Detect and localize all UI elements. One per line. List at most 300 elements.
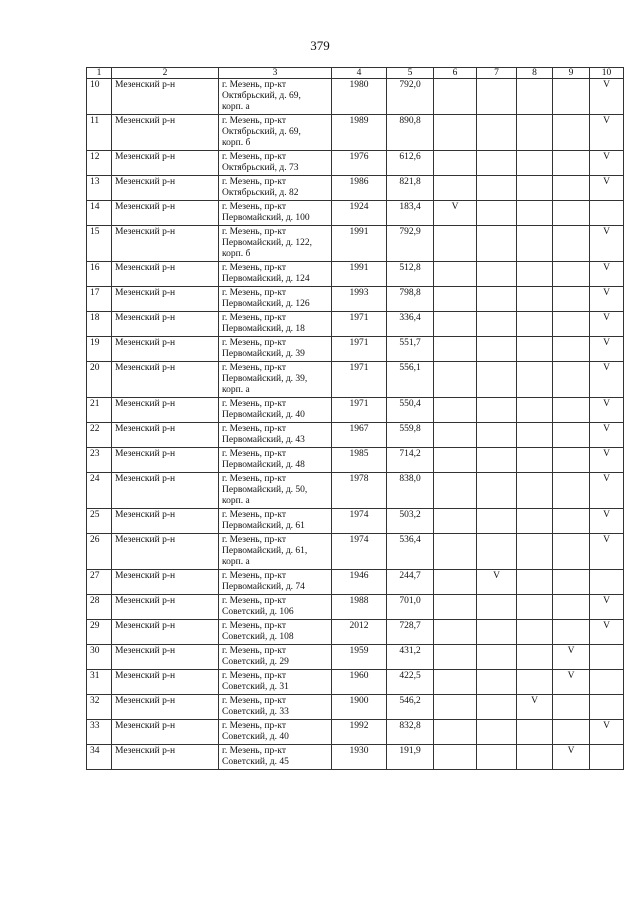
address-line: Советский, д. 29 <box>222 657 289 667</box>
column-8-cell <box>517 115 553 151</box>
column-9-cell <box>553 312 590 337</box>
column-7-cell <box>477 176 517 201</box>
address-line: г. Мезень, пр-кт <box>222 363 287 373</box>
address-line: г. Мезень, пр-кт <box>222 152 287 162</box>
area-cell: 556,1 <box>387 362 434 398</box>
column-8-cell <box>517 670 553 695</box>
district-cell: Мезенский р-н <box>112 337 219 362</box>
column-6-cell <box>434 423 477 448</box>
column-8-cell <box>517 398 553 423</box>
area-cell: 183,4 <box>387 201 434 226</box>
row-number-cell: 18 <box>87 312 112 337</box>
row-number-cell: 12 <box>87 151 112 176</box>
row-number-cell: 24 <box>87 473 112 509</box>
district-cell: Мезенский р-н <box>112 398 219 423</box>
address-line: г. Мезень, пр-кт <box>222 263 287 273</box>
table-row <box>87 695 624 720</box>
column-7-cell <box>477 398 517 423</box>
district-cell: Мезенский р-н <box>112 695 219 720</box>
year-cell: 1960 <box>332 670 387 695</box>
column-10-cell: V <box>590 620 624 645</box>
column-7-cell <box>477 670 517 695</box>
address-cell <box>219 151 332 176</box>
address-line: Советский, д. 108 <box>222 632 294 642</box>
column-header: 9 <box>553 68 590 79</box>
table-row <box>87 534 624 570</box>
address-cell <box>219 570 332 595</box>
address-line: Советский, д. 45 <box>222 757 289 767</box>
address-line: Октябрьский, д. 69, <box>222 127 301 137</box>
address-cell <box>219 509 332 534</box>
year-cell: 1988 <box>332 595 387 620</box>
column-9-cell <box>553 720 590 745</box>
column-6-cell <box>434 670 477 695</box>
column-7-cell <box>477 473 517 509</box>
year-cell: 1946 <box>332 570 387 595</box>
column-header: 1 <box>87 68 112 79</box>
area-cell: 792,0 <box>387 79 434 115</box>
column-8-cell <box>517 79 553 115</box>
district-cell: Мезенский р-н <box>112 312 219 337</box>
row-number-cell: 15 <box>87 226 112 262</box>
row-number-cell: 11 <box>87 115 112 151</box>
address-cell <box>219 645 332 670</box>
column-6-cell <box>434 645 477 670</box>
district-cell: Мезенский р-н <box>112 448 219 473</box>
address-line: Первомайский, д. 48 <box>222 460 305 470</box>
address-line: Первомайский, д. 100 <box>222 213 310 223</box>
district-cell: Мезенский р-н <box>112 509 219 534</box>
address-line: корп. а <box>222 102 250 112</box>
column-6-cell <box>434 448 477 473</box>
column-10-cell: V <box>590 720 624 745</box>
address-cell <box>219 337 332 362</box>
row-number-cell: 13 <box>87 176 112 201</box>
column-9-cell <box>553 226 590 262</box>
column-10-cell <box>590 570 624 595</box>
year-cell: 2012 <box>332 620 387 645</box>
table-row <box>87 620 624 645</box>
district-cell: Мезенский р-н <box>112 226 219 262</box>
address-line: корп. а <box>222 496 250 506</box>
address-line: Первомайский, д. 39, <box>222 374 308 384</box>
table-row <box>87 595 624 620</box>
column-10-cell: V <box>590 176 624 201</box>
column-9-cell <box>553 151 590 176</box>
year-cell: 1971 <box>332 362 387 398</box>
address-cell <box>219 312 332 337</box>
column-8-cell <box>517 312 553 337</box>
address-line: Первомайский, д. 74 <box>222 582 305 592</box>
address-line: г. Мезень, пр-кт <box>222 621 287 631</box>
address-line: г. Мезень, пр-кт <box>222 510 287 520</box>
table-row <box>87 362 624 398</box>
area-cell: 431,2 <box>387 645 434 670</box>
column-6-cell <box>434 620 477 645</box>
address-line: Октябрьский, д. 73 <box>222 163 299 173</box>
row-number-cell: 17 <box>87 287 112 312</box>
column-10-cell: V <box>590 287 624 312</box>
year-cell: 1967 <box>332 423 387 448</box>
address-line: г. Мезень, пр-кт <box>222 399 287 409</box>
column-10-cell <box>590 695 624 720</box>
table-row <box>87 570 624 595</box>
address-cell <box>219 534 332 570</box>
area-cell: 536,4 <box>387 534 434 570</box>
column-8-cell <box>517 570 553 595</box>
address-cell <box>219 287 332 312</box>
address-cell <box>219 620 332 645</box>
column-8-cell <box>517 201 553 226</box>
column-10-cell: V <box>590 398 624 423</box>
column-header: 6 <box>434 68 477 79</box>
row-number-cell: 20 <box>87 362 112 398</box>
column-6-cell: V <box>434 201 477 226</box>
address-cell <box>219 595 332 620</box>
row-number-cell: 21 <box>87 398 112 423</box>
column-9-cell: V <box>553 670 590 695</box>
table-row <box>87 262 624 287</box>
column-7-cell <box>477 337 517 362</box>
column-10-cell: V <box>590 473 624 509</box>
address-line: Первомайский, д. 122, <box>222 238 313 248</box>
column-6-cell <box>434 226 477 262</box>
column-6-cell <box>434 312 477 337</box>
area-cell: 512,8 <box>387 262 434 287</box>
district-cell: Мезенский р-н <box>112 745 219 770</box>
district-cell: Мезенский р-н <box>112 534 219 570</box>
address-line: г. Мезень, пр-кт <box>222 596 287 606</box>
column-7-cell <box>477 534 517 570</box>
address-line: г. Мезень, пр-кт <box>222 474 287 484</box>
column-10-cell: V <box>590 337 624 362</box>
column-9-cell <box>553 115 590 151</box>
column-9-cell <box>553 595 590 620</box>
area-cell: 503,2 <box>387 509 434 534</box>
year-cell: 1991 <box>332 226 387 262</box>
column-6-cell <box>434 176 477 201</box>
housing-registry-table <box>86 67 624 770</box>
address-cell <box>219 423 332 448</box>
row-number-cell: 34 <box>87 745 112 770</box>
address-cell <box>219 398 332 423</box>
table-row <box>87 745 624 770</box>
address-line: Первомайский, д. 40 <box>222 410 305 420</box>
column-header: 10 <box>590 68 624 79</box>
column-7-cell <box>477 79 517 115</box>
column-9-cell: V <box>553 645 590 670</box>
year-cell: 1991 <box>332 262 387 287</box>
area-cell: 551,7 <box>387 337 434 362</box>
column-9-cell <box>553 398 590 423</box>
column-8-cell <box>517 423 553 448</box>
column-8-cell <box>517 473 553 509</box>
row-number-cell: 25 <box>87 509 112 534</box>
column-9-cell <box>553 423 590 448</box>
year-cell: 1992 <box>332 720 387 745</box>
column-6-cell <box>434 398 477 423</box>
address-line: корп. а <box>222 385 250 395</box>
address-line: г. Мезень, пр-кт <box>222 671 287 681</box>
address-line: г. Мезень, пр-кт <box>222 449 287 459</box>
district-cell: Мезенский р-н <box>112 151 219 176</box>
area-cell: 838,0 <box>387 473 434 509</box>
address-cell <box>219 670 332 695</box>
address-line: Советский, д. 40 <box>222 732 289 742</box>
column-7-cell <box>477 362 517 398</box>
column-7-cell <box>477 645 517 670</box>
column-7-cell <box>477 287 517 312</box>
column-header: 7 <box>477 68 517 79</box>
address-cell <box>219 448 332 473</box>
column-10-cell: V <box>590 262 624 287</box>
row-number-cell: 26 <box>87 534 112 570</box>
column-6-cell <box>434 115 477 151</box>
column-7-cell <box>477 115 517 151</box>
column-header: 5 <box>387 68 434 79</box>
address-line: Советский, д. 33 <box>222 707 289 717</box>
address-line: корп. б <box>222 249 251 259</box>
address-line: Первомайский, д. 126 <box>222 299 310 309</box>
column-9-cell <box>553 509 590 534</box>
column-9-cell <box>553 695 590 720</box>
column-8-cell <box>517 362 553 398</box>
area-cell: 798,8 <box>387 287 434 312</box>
column-7-cell <box>477 620 517 645</box>
column-6-cell <box>434 473 477 509</box>
column-10-cell <box>590 670 624 695</box>
address-line: г. Мезень, пр-кт <box>222 696 287 706</box>
address-line: г. Мезень, пр-кт <box>222 313 287 323</box>
column-6-cell <box>434 695 477 720</box>
district-cell: Мезенский р-н <box>112 670 219 695</box>
column-6-cell <box>434 509 477 534</box>
address-cell <box>219 79 332 115</box>
area-cell: 559,8 <box>387 423 434 448</box>
row-number-cell: 33 <box>87 720 112 745</box>
column-10-cell <box>590 745 624 770</box>
address-line: Первомайский, д. 61 <box>222 521 305 531</box>
area-cell: 422,5 <box>387 670 434 695</box>
table-row <box>87 473 624 509</box>
area-cell: 336,4 <box>387 312 434 337</box>
address-line: г. Мезень, пр-кт <box>222 721 287 731</box>
area-cell: 821,8 <box>387 176 434 201</box>
column-10-cell: V <box>590 115 624 151</box>
area-cell: 832,8 <box>387 720 434 745</box>
column-7-cell <box>477 695 517 720</box>
table-row <box>87 423 624 448</box>
row-number-cell: 19 <box>87 337 112 362</box>
column-7-cell <box>477 745 517 770</box>
column-9-cell <box>553 620 590 645</box>
column-8-cell <box>517 287 553 312</box>
district-cell: Мезенский р-н <box>112 595 219 620</box>
year-cell: 1974 <box>332 534 387 570</box>
year-cell: 1985 <box>332 448 387 473</box>
column-6-cell <box>434 151 477 176</box>
column-8-cell <box>517 448 553 473</box>
column-6-cell <box>434 534 477 570</box>
column-10-cell: V <box>590 312 624 337</box>
address-line: Первомайский, д. 18 <box>222 324 305 334</box>
area-cell: 728,7 <box>387 620 434 645</box>
year-cell: 1971 <box>332 398 387 423</box>
year-cell: 1986 <box>332 176 387 201</box>
column-7-cell <box>477 226 517 262</box>
page-number: 379 <box>310 38 330 53</box>
column-7-cell <box>477 595 517 620</box>
district-cell: Мезенский р-н <box>112 287 219 312</box>
column-8-cell <box>517 720 553 745</box>
column-8-cell <box>517 226 553 262</box>
district-cell: Мезенский р-н <box>112 473 219 509</box>
area-cell: 792,9 <box>387 226 434 262</box>
column-9-cell: V <box>553 745 590 770</box>
row-number-cell: 27 <box>87 570 112 595</box>
address-line: г. Мезень, пр-кт <box>222 80 287 90</box>
table-row <box>87 337 624 362</box>
column-10-cell <box>590 201 624 226</box>
table-row <box>87 151 624 176</box>
area-cell: 714,2 <box>387 448 434 473</box>
address-cell <box>219 362 332 398</box>
table-row <box>87 312 624 337</box>
column-header: 4 <box>332 68 387 79</box>
column-9-cell <box>553 362 590 398</box>
table-row <box>87 79 624 115</box>
year-cell: 1993 <box>332 287 387 312</box>
column-8-cell <box>517 534 553 570</box>
column-7-cell: V <box>477 570 517 595</box>
column-10-cell <box>590 645 624 670</box>
address-line: г. Мезень, пр-кт <box>222 571 287 581</box>
column-8-cell <box>517 176 553 201</box>
address-cell <box>219 720 332 745</box>
column-7-cell <box>477 720 517 745</box>
column-10-cell: V <box>590 226 624 262</box>
row-number-cell: 14 <box>87 201 112 226</box>
district-cell: Мезенский р-н <box>112 362 219 398</box>
district-cell: Мезенский р-н <box>112 262 219 287</box>
table-row <box>87 509 624 534</box>
column-6-cell <box>434 595 477 620</box>
address-cell <box>219 115 332 151</box>
column-6-cell <box>434 79 477 115</box>
area-cell: 612,6 <box>387 151 434 176</box>
area-cell: 191,9 <box>387 745 434 770</box>
district-cell: Мезенский р-н <box>112 79 219 115</box>
area-cell: 701,0 <box>387 595 434 620</box>
column-7-cell <box>477 151 517 176</box>
column-7-cell <box>477 262 517 287</box>
table-row <box>87 398 624 423</box>
address-line: г. Мезень, пр-кт <box>222 116 287 126</box>
column-9-cell <box>553 287 590 312</box>
table-row <box>87 645 624 670</box>
year-cell: 1924 <box>332 201 387 226</box>
table-row <box>87 226 624 262</box>
column-8-cell <box>517 337 553 362</box>
table-row <box>87 287 624 312</box>
column-10-cell: V <box>590 534 624 570</box>
area-cell: 546,2 <box>387 695 434 720</box>
column-10-cell: V <box>590 151 624 176</box>
address-cell <box>219 176 332 201</box>
column-8-cell <box>517 262 553 287</box>
table-row <box>87 670 624 695</box>
column-10-cell: V <box>590 362 624 398</box>
column-9-cell <box>553 448 590 473</box>
table-row <box>87 201 624 226</box>
column-9-cell <box>553 201 590 226</box>
column-6-cell <box>434 720 477 745</box>
column-7-cell <box>477 448 517 473</box>
district-cell: Мезенский р-н <box>112 115 219 151</box>
district-cell: Мезенский р-н <box>112 645 219 670</box>
column-8-cell <box>517 151 553 176</box>
year-cell: 1900 <box>332 695 387 720</box>
district-cell: Мезенский р-н <box>112 620 219 645</box>
district-cell: Мезенский р-н <box>112 423 219 448</box>
address-line: Октябрьский, д. 69, <box>222 91 301 101</box>
table-header-row <box>87 68 624 79</box>
column-8-cell <box>517 509 553 534</box>
area-cell: 244,7 <box>387 570 434 595</box>
address-line: г. Мезень, пр-кт <box>222 338 287 348</box>
column-9-cell <box>553 262 590 287</box>
row-number-cell: 30 <box>87 645 112 670</box>
address-line: г. Мезень, пр-кт <box>222 424 287 434</box>
address-line: Первомайский, д. 43 <box>222 435 305 445</box>
address-line: г. Мезень, пр-кт <box>222 202 287 212</box>
address-line: Первомайский, д. 61, <box>222 546 308 556</box>
column-7-cell <box>477 201 517 226</box>
column-9-cell <box>553 176 590 201</box>
address-line: г. Мезень, пр-кт <box>222 535 287 545</box>
column-9-cell <box>553 534 590 570</box>
row-number-cell: 32 <box>87 695 112 720</box>
column-6-cell <box>434 337 477 362</box>
address-line: г. Мезень, пр-кт <box>222 177 287 187</box>
address-line: Первомайский, д. 50, <box>222 485 308 495</box>
column-10-cell: V <box>590 595 624 620</box>
row-number-cell: 10 <box>87 79 112 115</box>
row-number-cell: 16 <box>87 262 112 287</box>
row-number-cell: 29 <box>87 620 112 645</box>
table-row <box>87 448 624 473</box>
year-cell: 1930 <box>332 745 387 770</box>
district-cell: Мезенский р-н <box>112 720 219 745</box>
column-6-cell <box>434 362 477 398</box>
year-cell: 1978 <box>332 473 387 509</box>
column-6-cell <box>434 287 477 312</box>
table-row <box>87 176 624 201</box>
address-line: Советский, д. 106 <box>222 607 294 617</box>
address-cell <box>219 473 332 509</box>
column-9-cell <box>553 473 590 509</box>
address-line: корп. а <box>222 557 250 567</box>
column-6-cell <box>434 262 477 287</box>
column-7-cell <box>477 312 517 337</box>
column-8-cell <box>517 745 553 770</box>
year-cell: 1959 <box>332 645 387 670</box>
column-10-cell: V <box>590 509 624 534</box>
address-cell <box>219 201 332 226</box>
area-cell: 550,4 <box>387 398 434 423</box>
district-cell: Мезенский р-н <box>112 570 219 595</box>
area-cell: 890,8 <box>387 115 434 151</box>
